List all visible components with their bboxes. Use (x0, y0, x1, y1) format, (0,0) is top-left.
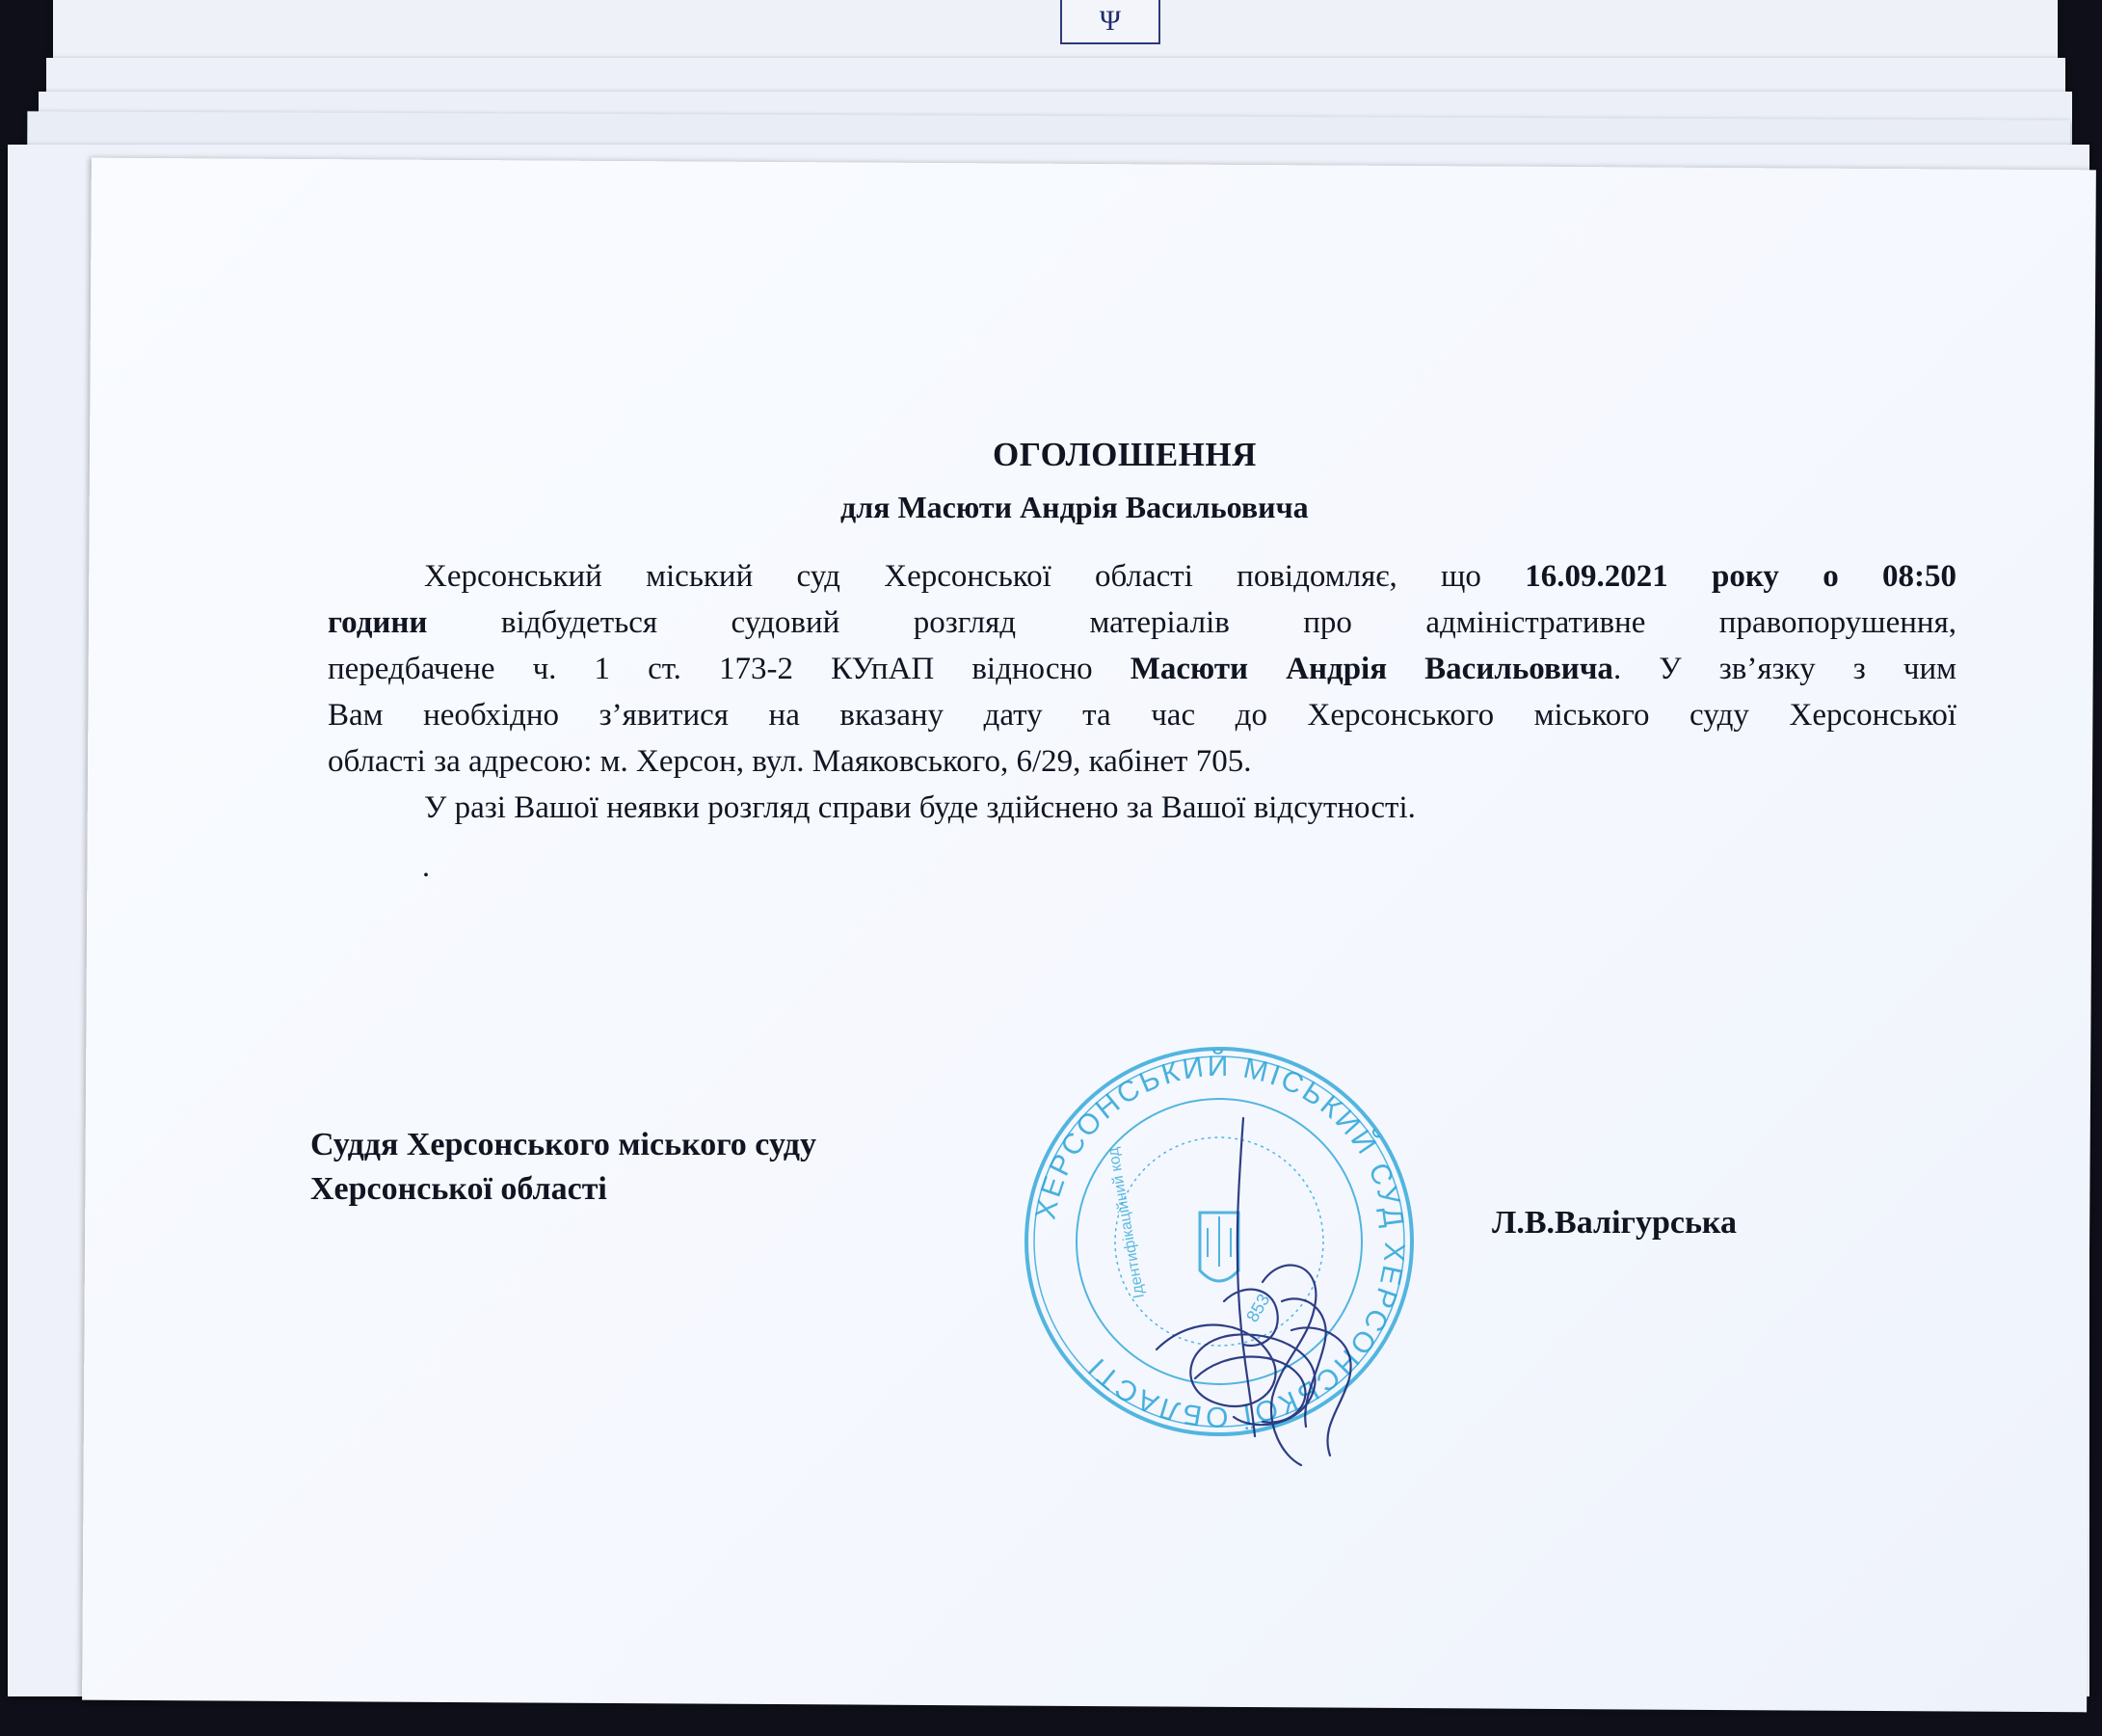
body-line-3 (328, 652, 1956, 687)
body-line-6 (328, 790, 1956, 826)
body-line-5 (328, 744, 1956, 780)
hearing-time-word: години (328, 605, 428, 640)
body-text: передбачене ч. 1 ст. 173-2 КУпАП відносно (328, 652, 1131, 686)
defendant-name: Масюти Андрія Васильовича (1130, 652, 1613, 686)
body-text: Вам необхідно з’явитися на вказану дату та час до Херсонського міського суду Херсонської (328, 698, 1956, 733)
body-text: . У зв’язку з чим (1612, 652, 1956, 686)
body-text: відбудеться судовий розгляд матеріалів про адміністративне правопорушення, (427, 605, 1956, 640)
body-line-2 (328, 605, 1956, 641)
body-line-1 (328, 559, 1956, 595)
hearing-date: 16.09.2021 року о 08:50 (1525, 559, 1956, 594)
seal-text: ХЕРСОНСЬКИЙ МІСЬКИЙ СУД ХЕРСОНСЬКОЇ ОБЛАСТІ (1029, 1050, 1411, 1433)
notice-title: ОГОЛОШЕННЯ (993, 436, 1257, 473)
body-line-4 (328, 698, 1956, 734)
judge-title-line: Херсонської області (310, 1171, 607, 1207)
seal-code: 853 (1242, 1290, 1274, 1325)
body-text: У разі Вашої неявки розгляд справи буде здійснено за Вашої відсутності. (424, 790, 1416, 825)
judge-name: Л.В.Валігурська (1492, 1205, 1738, 1241)
stray-dot: . (422, 848, 430, 883)
body-text: області за адресою: м. Херсон, вул. Маяковського, 6/29, кабінет 705. (328, 744, 1252, 779)
notice-sheet (82, 158, 2096, 1713)
judge-title (310, 1123, 816, 1212)
trident-icon: Ψ (1060, 0, 1160, 44)
body-text: Херсонський міський суд Херсонської області повідомляє, що (424, 559, 1526, 594)
judge-title-line: Суддя Херсонського міського суду (310, 1127, 817, 1162)
notice-subtitle: для Масюти Андрія Васильовича (840, 490, 1309, 524)
handwritten-signature (1137, 1108, 1388, 1475)
seal-inner-text: Ідентифікаційний код (1104, 1146, 1148, 1300)
